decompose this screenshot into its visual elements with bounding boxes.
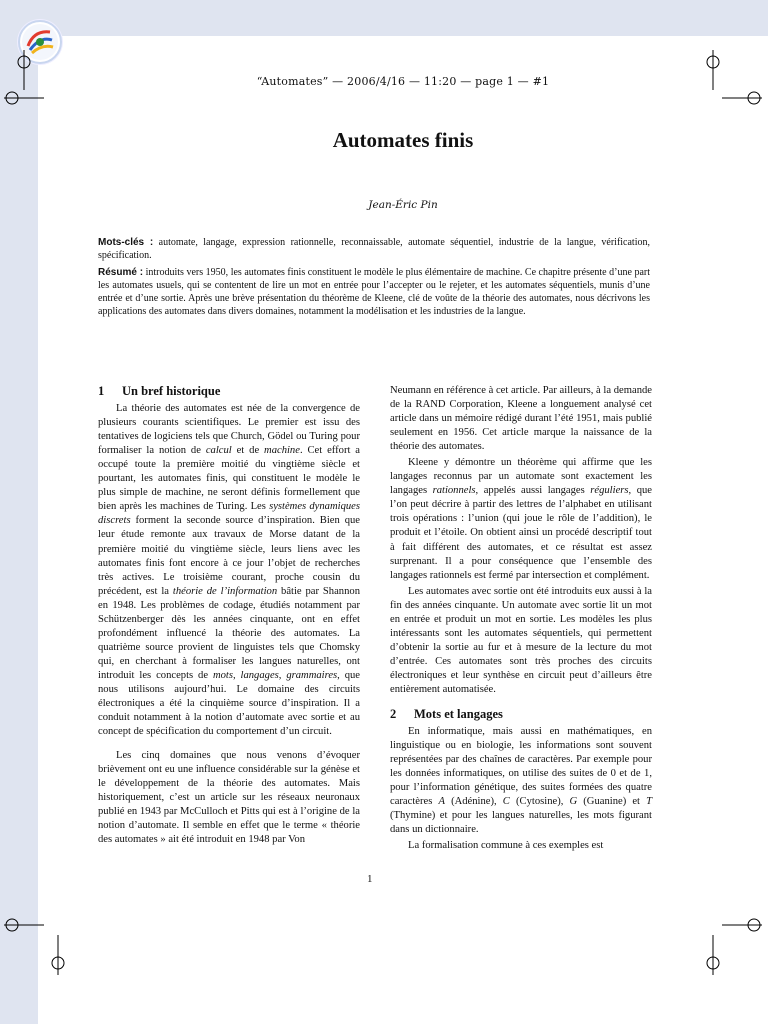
body-paragraph [98,402,360,739]
text-run: , appelés aussi langages [475,485,591,497]
body-paragraph [390,456,652,582]
keywords-paragraph [98,236,650,262]
emphasis: théorie de l’information [172,585,278,597]
text-run: et de [231,445,265,457]
abstract-block [98,236,650,322]
body-paragraph: Les cinq domaines que nous venons d’évoquer brièvement ont eu une influence considérable sur la génèse et le développement de la théorie des automates. Mais historiquement, c’est un article sur les réseaux neuronaux publié en 1943 par McCulloch et Pitts qui est à l’origine de la notion d’automate. Il semble en effet que le terme « théorie des automates » ait été introduit en 1948 par Von [98,750,360,846]
crop-mark-icon [693,935,733,975]
keywords-text: automate, langage, expression rationnelle, reconnaissable, automate séquentiel, industrie de la langue, vérification, spécification. [98,237,650,261]
text-run: La théorie des automates est née de la convergence de plusieurs courants scientifiques. Le premier est issu des tentatives de logiciens tels que Church, Gödel ou Turing pour formaliser la notion de [98,403,360,457]
section-heading [98,384,360,398]
emphasis: machine [264,445,300,457]
emphasis: T [646,796,653,808]
emphasis: mots, langages, grammaires [212,669,338,681]
right-column [390,384,652,854]
keywords-label: Mots-clés : [98,237,154,248]
body-paragraph: Neumann en référence à cet article. Par ailleurs, à la demande de la RAND Corporation, Kleene a longuement analysé cet article dans un mémoire rédigé durant l’été 1951, mais publié seulement en 1956. Cet article marque la naissance de la théorie des automates. [390,385,652,453]
page-number: 1 [367,873,373,885]
viewer-left-bar [0,0,38,1024]
text-run: (Guanine) et [577,796,647,808]
text-run: , que l’on peut décrire à partir des lettres de l’alphabet en utilisant trois opérations : l’union (qui joue le rôle de l’addition), le produit et l’étoile. On obtient ainsi un procédé descriptif tout à fait différent des automates, et ce résultat est assez surprenant. Il a pour conséquence que l’ensemble des langages rationnels est fermé par intersection et complément. [390,485,652,581]
text-run: . Cet effort a occupé toute la première moitié du vingtième siècle et pourtant, les automates finis, qui constituent le modèle le plus simple de machine, ne seront définis formellement que bien après les machines de Turing. Les [98,445,361,513]
emphasis: calcul [205,445,232,457]
text-run: forment la seconde source d’inspiration. Bien que leur étude remonte aux travaux de Morse datant de la première moitié du vingtième siècle, leurs liens avec les automates finis font encore à ce jour l’objet de recherches très actives. Le troisième courant, proche cousin du précédent, est la [98,515,360,597]
text-run: (Adénine), [444,796,503,808]
text-run: En informatique, mais aussi en mathématiques, en linguistique ou en biologie, les informations sont souvent représentées par des chaînes de caractères. Par exemple pour les données informatiques, on utilise des suites de 0 et de 1, pour l’information génétique, des suites formées des quatre caractères [390,726,652,808]
abstract-label: Résumé : [98,267,144,278]
text-run: bâtie par Shannon en 1948. Les problèmes de codage, étudiés notamment par Schützenberger dès les années cinquante, ont en effet profondément influencé la théorie des automates. La quatrième source provient de linguistes tels que Chomsky qui, en cherchant à formaliser les langues naturelles, ont introduit les concepts de [98,585,360,681]
emphasis: rationnels [432,485,476,497]
emphasis: A [438,796,445,808]
text-run: (Thymine) et pour les langues naturelles, les mots figurant dans un dictionnaire. [390,810,652,836]
emphasis: systèmes dynamiques discrets [98,501,360,527]
crop-mark-icon [38,935,78,975]
text-run: , que nous utilisons aujourd’hui. Le domaine des circuits électroniques a été la cinquième source d’inspiration. Il a conduit notamment à la notion d’automate avec sortie et au concept de spécification du comportement d’un circuit. [98,669,361,738]
abstract-text: introduits vers 1950, les automates finis constituent le modèle le plus élémentaire de machine. Ce chapitre présente d’une part les automates usuels, qui se contentent de lire un mot en entrée pour l’accepter ou le rejeter, et les automates séquentiels, munis d’une entrée et d’une sortie. Après une brève présentation du théorème de Kleene, clé de voûte de la théorie des automates, nous décrivons les applications des automates dans divers domaines, notamment la modélisation et les industries de la langue. [98,267,651,317]
section-number: 1 [98,384,105,398]
section-title: Un bref historique [122,384,221,398]
body-paragraph: Les automates avec sortie ont été introduits eux aussi à la fin des années cinquante. Un automate avec sortie lit un mot en entrée et produit un mot en sortie. Les modèles les plus intéressants sont les automates séquentiels, qui permettent d’obtenir la sortie au fur et à mesure de la lecture du mot d’entrée. Ces automates sont très proches des circuits électroniques et leur synthèse en circuit peut d’ailleurs être entièrement automatisée. [390,585,652,695]
emphasis: C [502,796,510,808]
body-paragraph: La formalisation commune à ces exemples est [408,840,604,852]
paper-author: Jean-Éric Pin [368,199,438,211]
body-paragraph [390,725,652,837]
text-run: (Cytosine), [509,796,570,808]
text-run: Kleene y démontre un théorème qui affirme que les langages reconnus par un automate sont exactement les langages [390,457,652,497]
viewer-top-bar [0,0,768,36]
left-column [98,384,360,848]
section-title: Mots et langages [414,707,503,722]
abstract-paragraph [98,266,650,318]
section-number: 2 [390,707,397,722]
emphasis: G [569,796,578,808]
running-head: “Automates” — 2006/4/16 — 11:20 — page 1 — #1 [256,75,550,88]
section-heading [390,707,652,721]
emphasis: réguliers [590,485,629,497]
paper-title: Automates finis [332,128,474,152]
